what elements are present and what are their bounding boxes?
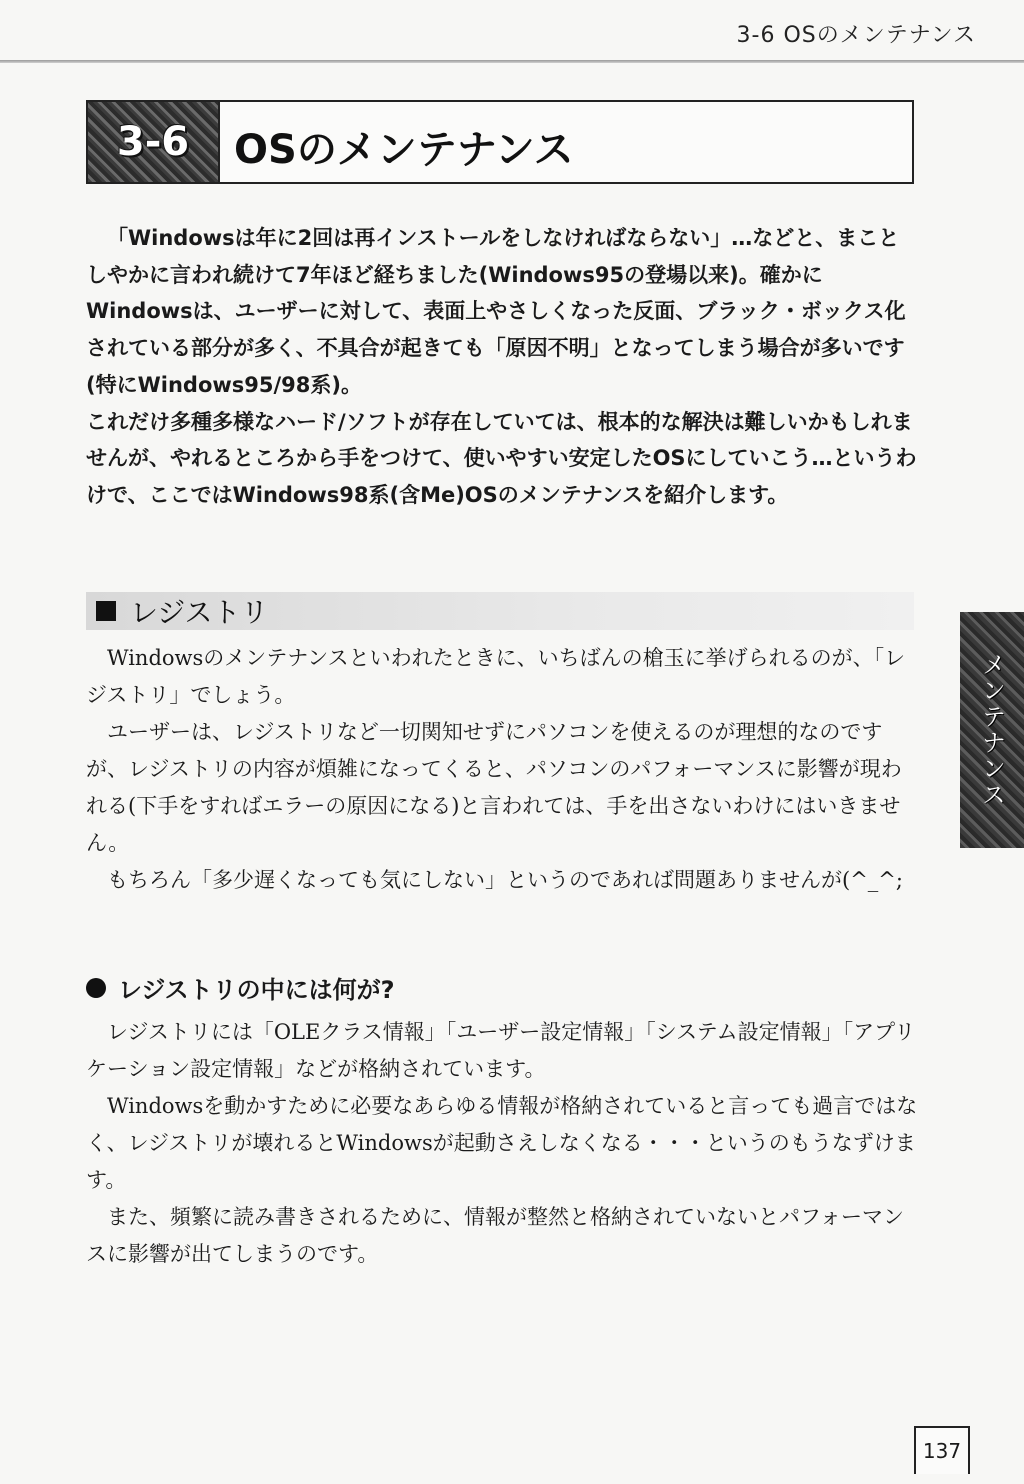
subsection-paragraph: また、頻繁に読み書きされるために、情報が整然と格納されていないとパフォーマンスに影響が出てしまうのです。 — [86, 1205, 904, 1266]
section-heading — [86, 592, 914, 630]
chapter-number: 3-6 — [116, 119, 190, 165]
subsection-title: レジストリの中には何が? — [118, 976, 395, 1004]
side-tab-label: メンテナンス — [977, 652, 1006, 808]
subsection-paragraph: レジストリには「OLEクラス情報」「ユーザー設定情報」「システム設定情報」「アプリケーション設定情報」などが格納されています。 — [86, 1020, 916, 1081]
section-body — [86, 640, 918, 899]
running-head: 3-6 OSのメンテナンス — [736, 23, 976, 48]
section-title: レジストリ — [130, 596, 269, 629]
page-number: 137 — [914, 1426, 970, 1474]
chapter-number-block — [88, 102, 220, 182]
section-paragraph: Windowsのメンテナンスといわれたときに、いちばんの槍玉に挙げられるのが、「レジストリ」でしょう。 — [86, 646, 906, 707]
subsection-heading — [86, 970, 395, 1005]
section-paragraph: ユーザーは、レジストリなど一切関知せずにパソコンを使えるのが理想的なのですが、レジストリの内容が煩雑になってくると、パソコンのパフォーマンスに影響が現われる(下手をすればエラーの原因になる)と言われては、手を出さないわけにはいきません。 — [86, 720, 902, 855]
chapter-heading — [86, 100, 914, 184]
header-rule — [0, 60, 1024, 63]
chapter-side-tab — [960, 612, 1024, 848]
circle-bullet-icon — [86, 978, 106, 998]
section-paragraph: もちろん「多少遅くなっても気にしない」というのであれば問題ありませんが(^_^; — [107, 868, 903, 892]
intro-text — [86, 220, 918, 514]
subsection-body — [86, 1014, 918, 1273]
intro-paragraph-1: 「Windowsは年に2回は再インストールをしなければならない」…などと、まことしやかに言われ続けて7年ほど経ちました(Windows95の登場以来)。確かにWindowsは、ユーザーに対して、表面上やさしくなった反面、ブラック・ボックス化されている部分が多く、不具合が起きても「原因不明」となってしまう場合が多いです(特にWindows95/98系)。 — [86, 226, 906, 397]
square-bullet-icon — [96, 601, 116, 621]
intro-paragraph-2: これだけ多種多様なハード/ソフトが存在していては、根本的な解決は難しいかもしれませんが、やれるところから手をつけて、使いやすい安定したOSにしていこう…というわけで、ここではWindows98系(含Me)OSのメンテナンスを紹介します。 — [86, 409, 917, 507]
subsection-paragraph: Windowsを動かすために必要なあらゆる情報が格納されていると言っても過言ではなく、レジストリが壊れるとWindowsが起動さえしなくなる・・・というのもうなずけます。 — [86, 1094, 918, 1192]
chapter-title: OSのメンテナンス — [234, 127, 574, 173]
